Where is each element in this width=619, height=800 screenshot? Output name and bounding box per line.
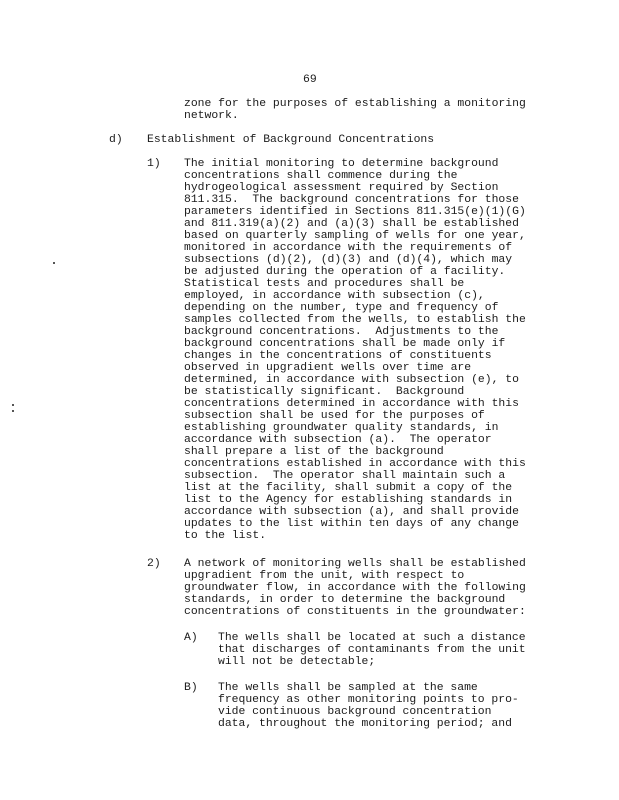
text-line: background concentrations. Adjustments to the [184, 326, 499, 338]
text-line: samples collected from the wells, to establish the [184, 314, 526, 326]
text-line: frequency as other monitoring points to pro- [218, 694, 519, 706]
text-line: standards, in order to determine the background [184, 594, 506, 606]
text-line: hydrogeological assessment required by Section [184, 182, 499, 194]
text-line: network. [184, 110, 239, 122]
text-line: to the list. [184, 530, 267, 542]
text-line: accordance with subsection (a). The operator [184, 434, 492, 446]
scan-speck [12, 404, 14, 406]
subitem-marker: A) [184, 632, 198, 644]
item-marker: 1) [147, 158, 161, 170]
text-line: changes in the concentrations of constituents [184, 350, 492, 362]
text-line: employed, in accordance with subsection (c), [184, 290, 485, 302]
text-line: subsection. The operator shall maintain such a [184, 470, 506, 482]
text-line: background concentrations shall be made only if [184, 338, 506, 350]
text-line: vide continuous background concentration [218, 706, 492, 718]
text-line: establishing groundwater quality standards, in [184, 422, 499, 434]
text-line: monitored in accordance with the requirements of [184, 242, 513, 254]
text-line: shall prepare a list of the background [184, 446, 444, 458]
page-number: 69 [303, 74, 317, 86]
text-line: depending on the number, type and frequency of [184, 302, 499, 314]
text-line: groundwater flow, in accordance with the following [184, 582, 526, 594]
text-line: accordance with subsection (a), and shall provide [184, 506, 519, 518]
text-line: concentrations determined in accordance with this [184, 398, 519, 410]
text-line: list to the Agency for establishing standards in [184, 494, 513, 506]
text-line: subsections (d)(2), (d)(3) and (d)(4), which may [184, 254, 513, 266]
text-line: based on quarterly sampling of wells for one year, [184, 230, 526, 242]
text-line: data, throughout the monitoring period; and [218, 718, 512, 730]
text-line: updates to the list within ten days of any change [184, 518, 519, 530]
text-line: determined, in accordance with subsection (e), to [184, 374, 519, 386]
section-marker: d) [109, 134, 123, 146]
text-line: concentrations shall commence during the [184, 170, 458, 182]
text-line: that discharges of contaminants from the unit [218, 644, 526, 656]
text-line: A network of monitoring wells shall be established [184, 558, 526, 570]
item-marker: 2) [147, 558, 161, 570]
text-line: The wells shall be sampled at the same [218, 682, 478, 694]
text-line: will not be detectable; [218, 656, 376, 668]
text-line: parameters identified in Sections 811.315(e)(1)(G) [184, 206, 526, 218]
scan-speck [53, 262, 55, 264]
subitem-marker: B) [184, 682, 198, 694]
text-line: be statistically significant. Background [184, 386, 465, 398]
text-line: concentrations of constituents in the groundwater: [184, 606, 526, 618]
section-heading: Establishment of Background Concentrations [147, 134, 435, 146]
text-line: concentrations established in accordance with this [184, 458, 526, 470]
text-line: subsection shall be used for the purposes of [184, 410, 485, 422]
text-line: The wells shall be located at such a distance [218, 632, 526, 644]
text-line: and 811.319(a)(2) and (a)(3) shall be established [184, 218, 519, 230]
text-line: be adjusted during the operation of a facility. [184, 266, 506, 278]
text-line: upgradient from the unit, with respect to [184, 570, 465, 582]
text-line: 811.315. The background concentrations for those [184, 194, 519, 206]
text-line: The initial monitoring to determine background [184, 158, 499, 170]
text-line: observed in upgradient wells over time are [184, 362, 472, 374]
scan-speck [12, 410, 14, 412]
text-line: zone for the purposes of establishing a monitoring [184, 98, 526, 110]
text-line: Statistical tests and procedures shall be [184, 278, 465, 290]
text-line: list at the facility, shall submit a copy of the [184, 482, 513, 494]
